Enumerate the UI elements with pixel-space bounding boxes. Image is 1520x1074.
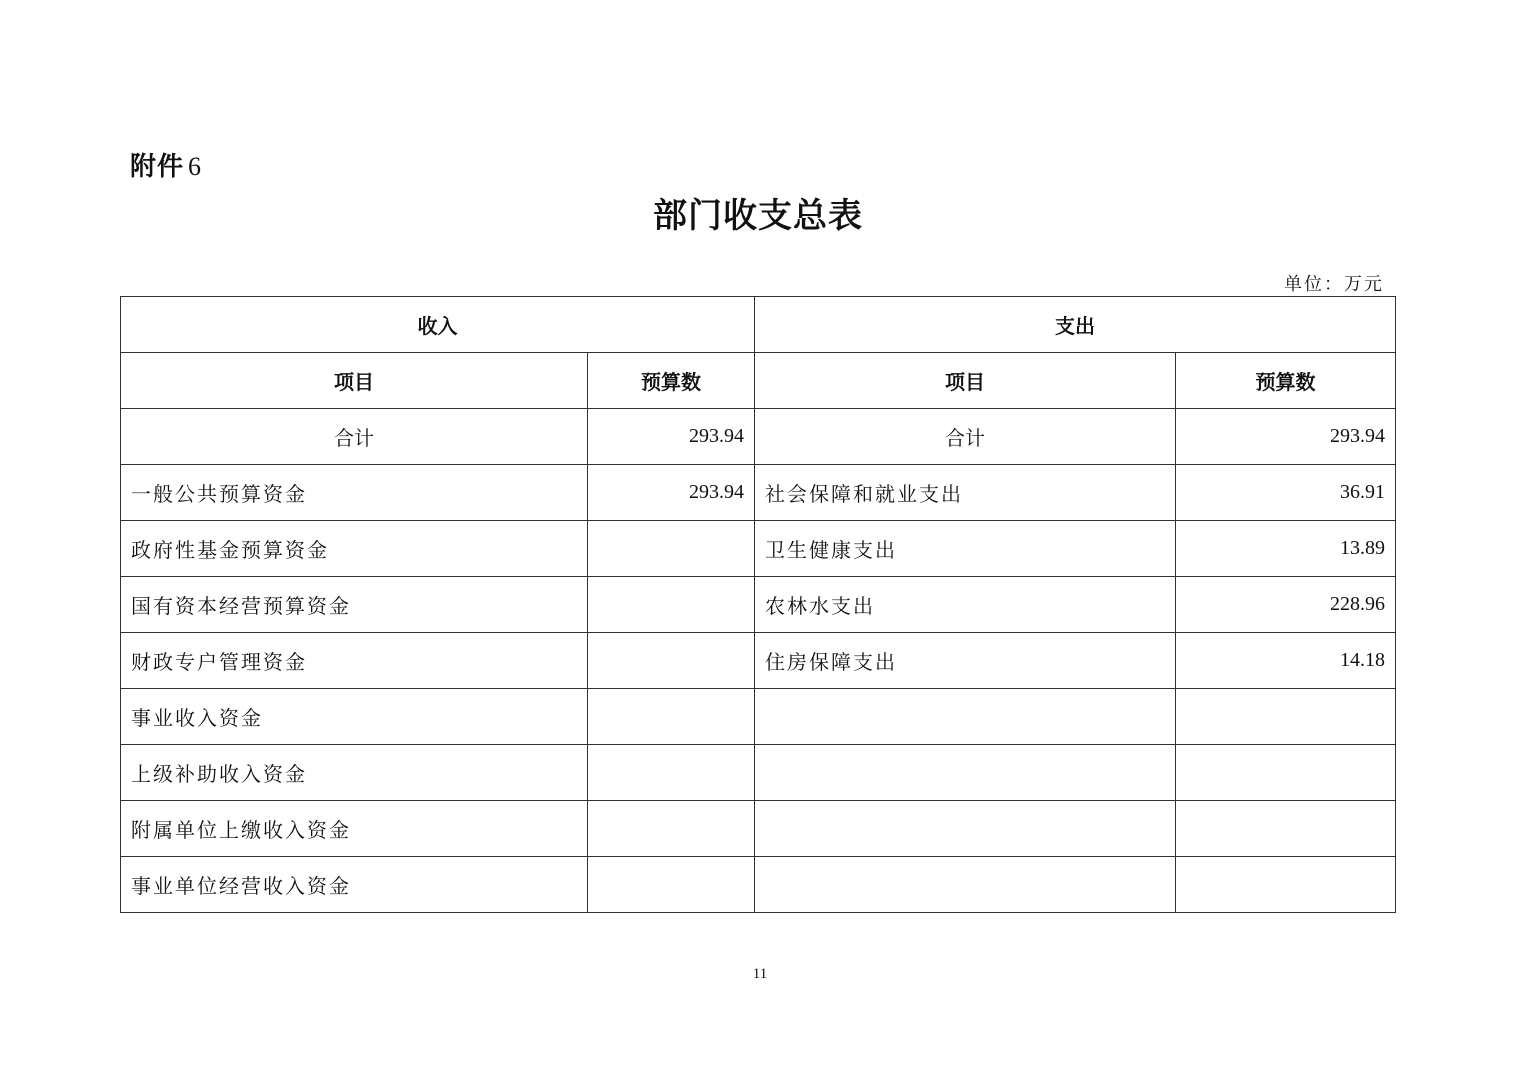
income-item: 附属单位上缴收入资金 [121,801,588,857]
table-row [121,521,1396,577]
table-row [121,577,1396,633]
expense-value: 36.91 [1176,465,1396,521]
expense-item [755,745,1176,801]
table-row [121,633,1396,689]
income-value [588,689,755,745]
income-value: 293.94 [588,465,755,521]
income-budget-header: 预算数 [588,353,755,409]
section-header-row [121,297,1396,353]
expense-value [1176,689,1396,745]
income-header: 收入 [121,297,755,353]
income-item: 政府性基金预算资金 [121,521,588,577]
table-row [121,465,1396,521]
column-header-row [121,353,1396,409]
expense-header: 支出 [755,297,1396,353]
expense-item [755,689,1176,745]
expense-value: 13.89 [1176,521,1396,577]
attachment-text: 附件 [130,152,185,182]
table-row [121,857,1396,913]
expense-value [1176,745,1396,801]
expense-item: 住房保障支出 [755,633,1176,689]
income-item-header: 项目 [121,353,588,409]
unit-label: 单位：万元 [1284,274,1384,295]
income-value [588,857,755,913]
expense-item: 卫生健康支出 [755,521,1176,577]
page-number: 11 [752,966,768,982]
income-value [588,633,755,689]
income-item: 上级补助收入资金 [121,745,588,801]
income-value [588,521,755,577]
expense-item: 社会保障和就业支出 [755,465,1176,521]
attachment-label [130,146,202,183]
income-item: 事业收入资金 [121,689,588,745]
table-row [121,801,1396,857]
income-item: 国有资本经营预算资金 [121,577,588,633]
expense-value [1176,801,1396,857]
income-value [588,745,755,801]
income-item: 一般公共预算资金 [121,465,588,521]
expense-value: 14.18 [1176,633,1396,689]
income-total-value: 293.94 [588,409,755,465]
expense-item-header: 项目 [755,353,1176,409]
income-item: 财政专户管理资金 [121,633,588,689]
total-row [121,409,1396,465]
attachment-number: 6 [188,152,203,181]
expense-total-value: 293.94 [1176,409,1396,465]
table-row [121,689,1396,745]
expense-item: 农林水支出 [755,577,1176,633]
page-title: 部门收支总表 [653,196,863,236]
expense-item [755,801,1176,857]
income-item: 事业单位经营收入资金 [121,857,588,913]
budget-table [120,296,1396,913]
income-value [588,801,755,857]
expense-item [755,857,1176,913]
expense-value [1176,857,1396,913]
income-value [588,577,755,633]
expense-total-label: 合计 [755,409,1176,465]
expense-budget-header: 预算数 [1176,353,1396,409]
expense-value: 228.96 [1176,577,1396,633]
table-row [121,745,1396,801]
income-total-label: 合计 [121,409,588,465]
